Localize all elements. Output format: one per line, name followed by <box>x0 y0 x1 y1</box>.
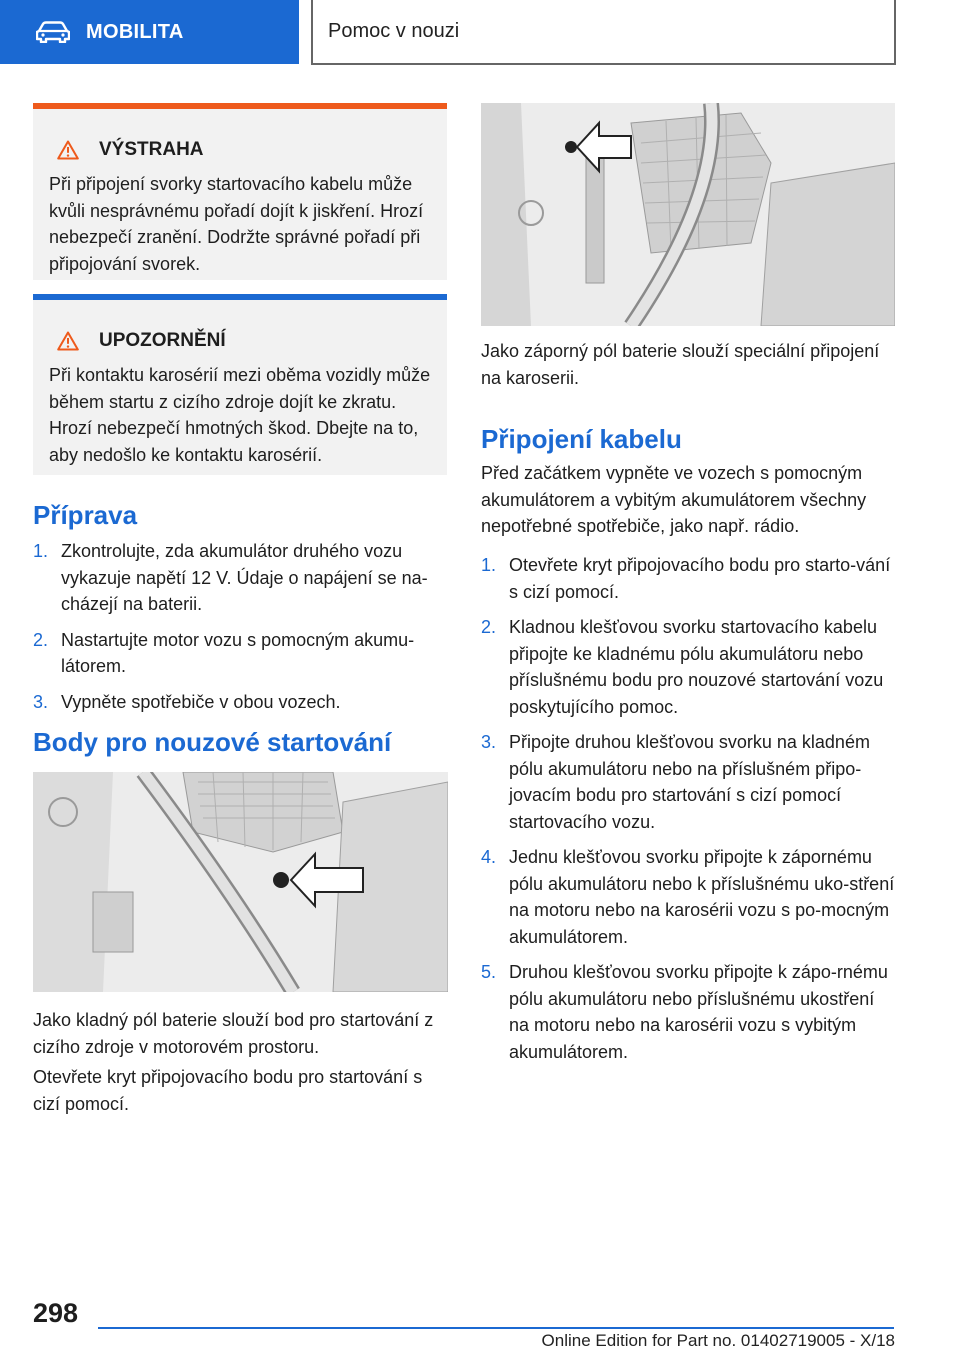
cable-connection-heading: Připojení kabelu <box>481 424 682 454</box>
list-item <box>33 689 449 716</box>
negative-pole-caption: Jako záporný pól baterie slouží speciální připojení na karoserii. <box>481 341 880 388</box>
list-item <box>33 538 449 618</box>
warning-triangle-icon <box>57 140 79 160</box>
step-text: Zkontrolujte, zda akumulátor druhého vozu vykazuje napětí 12 V. Údaje o napájení se na‐cházejí na baterii. <box>61 541 428 614</box>
step-number: 1. <box>33 541 49 561</box>
step-number: 4. <box>481 847 497 867</box>
notice-title-row <box>49 328 431 354</box>
step-number: 1. <box>481 555 497 575</box>
step-text: Jednu klešťovou svorku připojte k zápornému pólu akumulátoru nebo k příslušnému uko‐stření na motoru nebo na karosérii vozu s po‐mocným akumulátorem. <box>509 847 895 947</box>
step-text: Druhou klešťovou svorku připojte k zápo‐rnému pólu akumulátoru nebo příslušnému ukostření na motoru nebo na karosérii vozu s vybitým akumulátorem. <box>509 962 888 1062</box>
warning-text: Při připojení svorky startovacího kabelu může kvůli nesprávnému pořadí dojít k jiskření. Hrozí nebezpečí zranění. Dodržte správné pořadí při připojování svorek. <box>49 174 424 274</box>
engine-bay-positive-illustration <box>33 772 448 992</box>
warning-title-row <box>49 137 431 163</box>
step-number: 2. <box>481 617 497 637</box>
notice-callout <box>33 294 447 475</box>
step-number: 2. <box>33 629 49 650</box>
section-label: MOBILITA <box>86 20 184 43</box>
car-icon <box>36 21 70 43</box>
warning-triangle-icon <box>57 331 79 351</box>
engine-bay-negative-illustration <box>481 103 895 326</box>
step-text: Nastartujte motor vozu s pomocným akumu‐látorem. <box>61 629 415 676</box>
cable-connection-intro: Před začátkem vypněte ve vozech s pomocným akumulátorem a vybitým akumulátorem všechny nepotřebné spotřebiče, jako např. rádio. <box>481 463 867 536</box>
engine-bay-positive-figure <box>33 772 448 992</box>
section-tab[interactable] <box>0 0 299 64</box>
step-text: Připojte druhou klešťovou svorku na kladném pólu akumulátoru nebo na příslušném připo‐jovacím bodu pro startování s cizí pomocí startovacího vozu. <box>509 732 870 832</box>
chapter-title-text: Pomoc v nouzi <box>328 20 460 42</box>
body-points-caption-2: Otevřete kryt připojovacího bodu pro startování s cizí pomocí. <box>33 1067 423 1114</box>
notice-text: Při kontaktu karosérií mezi oběma vozidly může během startu z cizího zdroje dojít ke zkratu. Hrozí nebezpečí hmotných škod. Dbejte na to, aby nedošlo ke kontaktu karosérií. <box>49 365 431 465</box>
step-text: Otevřete kryt připojovacího bodu pro starto‐vání s cizí pomocí. <box>509 555 891 602</box>
warning-title: VÝSTRAHA <box>99 139 204 160</box>
step-number: 3. <box>481 732 497 752</box>
list-item <box>33 627 449 680</box>
page-number: 298 <box>33 1298 79 1328</box>
edition-info: Online Edition for Part no. 01402719005 - X/18 <box>541 1331 895 1350</box>
priprava-steps <box>33 538 449 724</box>
step-number: 3. <box>33 691 49 712</box>
priprava-heading: Příprava <box>33 500 138 530</box>
cable-connection-steps <box>481 552 897 1074</box>
warning-callout <box>33 103 447 280</box>
step-text: Kladnou klešťovou svorku startovacího kabelu připojte ke kladnému pólu akumulátoru nebo příslušnému bodu pro nouzové startování vozu poskytujícího pomoc. <box>509 617 884 717</box>
body-points-caption-1: Jako kladný pól baterie slouží bod pro startování z cizího zdroje v motorovém prostoru. <box>33 1010 434 1057</box>
engine-bay-negative-figure <box>481 103 895 326</box>
notice-title: UPOZORNĚNÍ <box>99 330 226 351</box>
list-item <box>481 729 897 835</box>
list-item <box>481 614 897 720</box>
list-item <box>481 959 897 1065</box>
list-item <box>481 844 897 950</box>
chapter-title[interactable] <box>311 0 896 65</box>
list-item <box>481 552 897 605</box>
body-points-heading: Body pro nouzové startování <box>33 727 392 757</box>
step-number: 5. <box>481 962 497 982</box>
footer-divider <box>98 1327 894 1329</box>
step-text: Vypněte spotřebiče v obou vozech. <box>61 691 341 712</box>
